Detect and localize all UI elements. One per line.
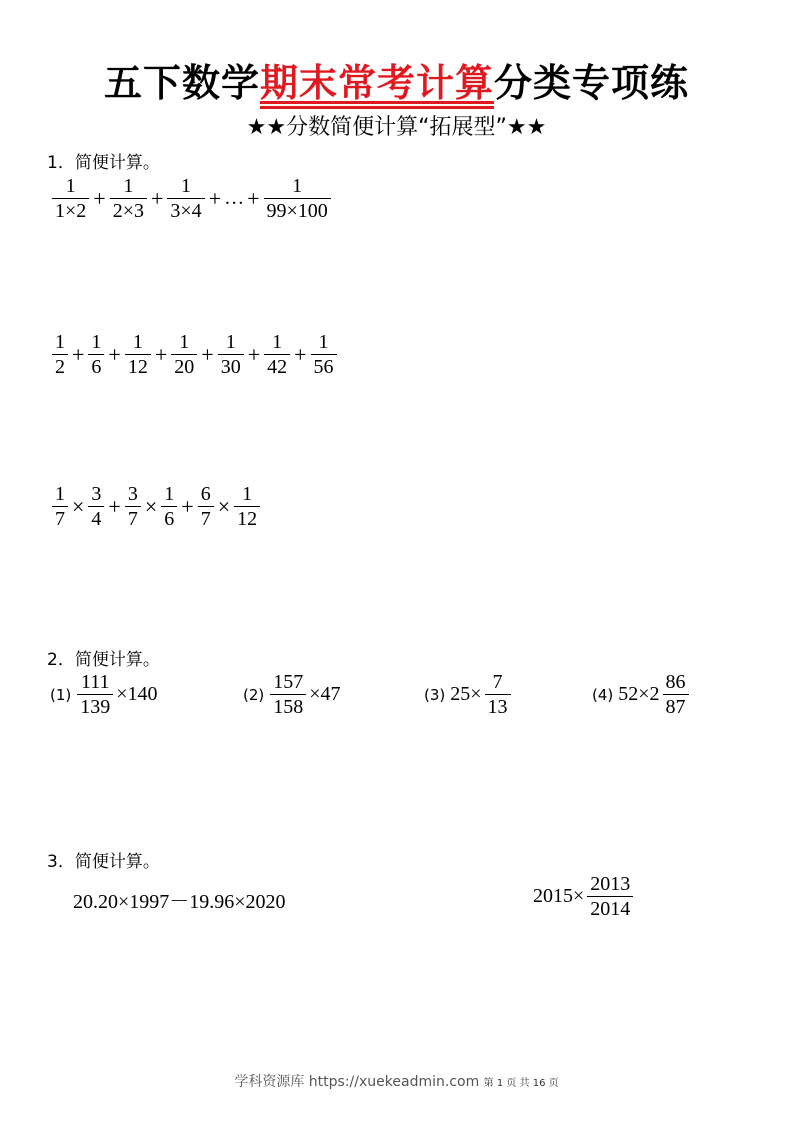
q1-expression-3 [50, 482, 262, 531]
q2-item-4 [592, 670, 691, 719]
q2-item-2 [243, 670, 342, 719]
fraction: $\frac{1}{6}$ [161, 482, 177, 531]
plus-sign: + [247, 185, 260, 211]
title-highlight: 期末常考计算 [259, 61, 494, 105]
fraction: $\frac{1}{30}$ [218, 330, 244, 379]
times-sign: × [217, 493, 231, 519]
expression-text: 20.20×1997－19.96×2020 [73, 891, 286, 913]
ellipsis: … [224, 187, 245, 209]
question-1-label: 1．简便计算。 [47, 153, 160, 173]
fraction: $\frac{1}{2\times 3}$ [110, 174, 147, 223]
fraction: $\frac{1}{12}$ [234, 482, 260, 531]
page-number: 第 1 页 共 16 页 [483, 1078, 559, 1089]
question-3-label: 3．简便计算。 [47, 852, 160, 872]
q1-expression-2 [50, 330, 339, 379]
expression-text: ×140 [116, 683, 158, 705]
title-suffix: 分类专项练 [494, 61, 690, 105]
fraction: $\frac{6}{7}$ [198, 482, 214, 531]
expression-text: 2015× [533, 885, 585, 907]
item-label: (3) [424, 685, 446, 704]
footer [0, 1071, 793, 1091]
fraction: $\frac{1}{12}$ [125, 330, 151, 379]
expression-text: 25× [450, 683, 482, 705]
subtitle: ★★分数简便计算“拓展型”★★ [246, 115, 547, 140]
plus-sign: + [108, 493, 121, 519]
item-label: (4) [592, 685, 614, 704]
fraction: $\frac{1}{6}$ [88, 330, 104, 379]
fraction: $\frac{1}{56}$ [311, 330, 337, 379]
title-prefix: 五下数学 [103, 61, 260, 105]
q2-item-1 [50, 670, 159, 719]
q3-expression-2 [532, 872, 635, 921]
fraction: $\frac{1}{99\times 100}$ [264, 174, 331, 223]
q2-item-3 [424, 670, 513, 719]
plus-sign: + [72, 341, 85, 367]
question-2-label: 2．简便计算。 [47, 650, 160, 670]
times-sign: × [72, 493, 85, 519]
page-title [0, 52, 793, 107]
q3-expression-1 [72, 885, 287, 914]
expression-text: ×47 [309, 683, 341, 705]
plus-sign: + [181, 493, 194, 519]
fraction: $\frac{1}{2}$ [52, 330, 68, 379]
fraction: $\frac{3}{4}$ [88, 482, 104, 531]
fraction: $\frac{7}{13}$ [485, 670, 511, 719]
q1-expression-1 [50, 174, 333, 223]
item-label: (2) [243, 685, 265, 704]
plus-sign: + [93, 185, 106, 211]
plus-sign: + [108, 341, 121, 367]
item-label: (1) [50, 685, 72, 704]
fraction: $\frac{86}{87}$ [663, 670, 689, 719]
fraction: $\frac{1}{42}$ [264, 330, 290, 379]
fraction: $\frac{1}{7}$ [52, 482, 68, 531]
fraction: $\frac{3}{7}$ [125, 482, 141, 531]
fraction: $\frac{1}{3\times 4}$ [167, 174, 204, 223]
fraction: $\frac{1}{20}$ [171, 330, 197, 379]
plus-sign: + [150, 185, 164, 211]
fraction: $\frac{157}{158}$ [270, 670, 306, 719]
footer-text: 学科资源库 https://xuekeadmin.com [234, 1074, 480, 1090]
fraction: $\frac{111}{139}$ [77, 670, 113, 719]
plus-sign: + [294, 341, 307, 367]
fraction: $\frac{1}{1\times 2}$ [52, 174, 89, 223]
plus-sign: + [208, 185, 222, 211]
plus-sign: + [247, 341, 261, 367]
fraction: $\frac{2013}{2014}$ [587, 872, 633, 921]
expression-text: 52×2 [618, 683, 660, 705]
plus-sign: + [154, 341, 168, 367]
plus-sign: + [201, 341, 214, 367]
times-sign: × [144, 493, 158, 519]
